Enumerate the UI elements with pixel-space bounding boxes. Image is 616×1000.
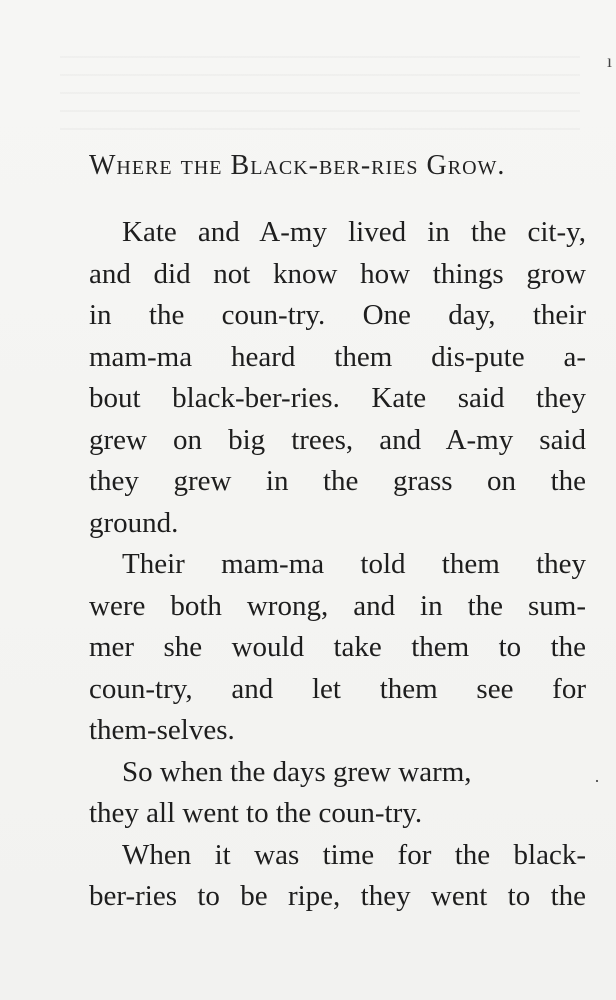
show-through-texture [60, 40, 580, 130]
text-line: mer she would take them to the [89, 631, 586, 663]
text-line: and did not know how things grow [89, 257, 586, 290]
text-line: coun-try, and let them see for [89, 672, 586, 705]
text-line: When it was time for the black- [122, 838, 586, 871]
text-line: mam-ma heard them dis-pute a- [89, 340, 586, 373]
text-line: Their mam-ma told them they [122, 548, 586, 580]
text-line: them-selves. [89, 714, 235, 746]
text-line: ground. [89, 506, 179, 539]
text-line: they all went to the coun-try. [89, 797, 423, 829]
text-line: bout black-ber-ries. Kate said they [89, 382, 586, 414]
story-text [89, 212, 586, 918]
text-line: were both wrong, and in the sum- [89, 589, 586, 622]
text-line: in the coun-try. One day, their [89, 299, 586, 331]
page-speck: ı [607, 51, 613, 71]
text-line: So when the days grew warm, [122, 755, 472, 788]
text-line: Kate and A-my lived in the cit-y, [122, 216, 586, 248]
text-line: grew on big trees, and A-my said [89, 423, 586, 456]
chapter-title: Where the Black-ber-ries Grow. [89, 150, 506, 181]
text-line: they grew in the grass on the [89, 465, 586, 497]
page-speck: · [594, 771, 600, 791]
text-line: ber-ries to be ripe, they went to the [89, 880, 586, 912]
